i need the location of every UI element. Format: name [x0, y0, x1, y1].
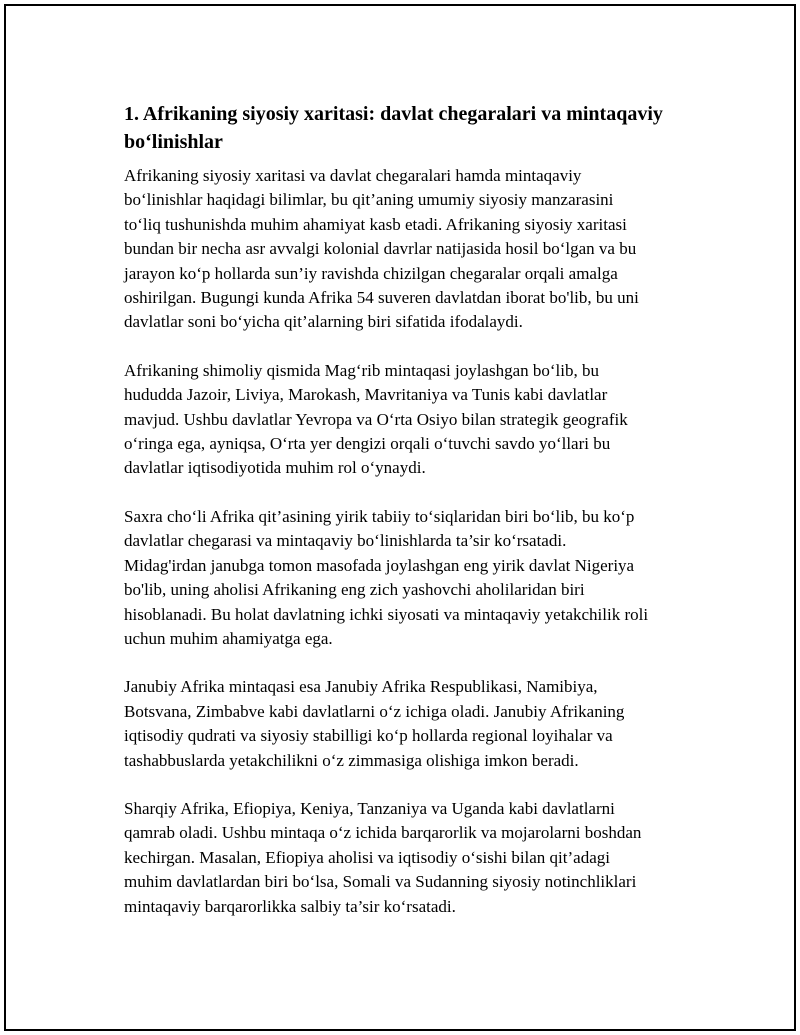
paragraph-south-africa: Janubiy Afrika mintaqasi esa Janubiy Afrika Respublikasi, Namibiya, Botsvana, Zimbabve kabi davlatlarni o‘z ichiga oladi. Janubiy Afrikaning iqtisodiy qudrati va siyosiy stabilligi ko‘p hollarda regional loyihalar va tashabbuslarda yetakchilikni o‘z zimmasiga olishiga imkon beradi. — [124, 677, 625, 770]
paragraph-north-africa: Afrikaning shimoliy qismida Mag‘rib mintaqasi joylashgan bo‘lib, bu hududda Jazoir, Liviya, Marokash, Mavritaniya va Tunis kabi davlatlar mavjud. Ushbu davlatlar Yevropa va O‘rta Osiyo bilan strategik geografik o‘ringa ega, ayniqsa, O‘rta yer dengizi orqali o‘tuvchi savdo yo‘llari bu davlatlar iqtisodiyotida muhim rol o‘ynaydi. — [124, 360, 628, 478]
section-heading: 1. Afrikaning siyosiy xaritasi: davlat chegaralari va mintaqaviy bo‘linishlar — [124, 103, 663, 153]
paragraph-east-africa: Sharqiy Afrika, Efiopiya, Keniya, Tanzaniya va Uganda kabi davlatlarni qamrab oladi. Ushbu mintaqa o‘z ichida barqarorlik va mojarolarni boshdan kechirgan. Masalan, Efiopiya aholisi va iqtisodiy o‘sishi bilan qit’adagi muhim davlatlardan biri bo‘lsa, Somali va Sudanning siyosiy notinchliklari mintaqaviy barqarorlikka salbiy ta’sir ko‘rsatadi. — [124, 798, 642, 916]
paragraph-political-map: Afrikaning siyosiy xaritasi va davlat chegaralari hamda mintaqaviy bo‘linishlar haqidagi bilimlar, bu qit’aning umumiy siyosiy manzarasini to‘liq tushunishda muhim ahamiyat kasb etadi. Afrikaning siyosiy xaritasi bundan bir necha asr avvalgi kolonial davrlar natijasida hosil bo‘lgan va bu jarayon ko‘p hollarda sun’iy ravishda chizilgan chegaralar orqali amalga oshirilgan. Bugungi kunda Afrika 54 suveren davlatdan iborat bo'lib, bu uni davlatlar soni bo‘yicha qit’alarning biri sifatida ifodalaydi. — [124, 166, 639, 332]
page-frame — [4, 4, 796, 1031]
paragraph-sahara: Saxra cho‘li Afrika qit’asining yirik tabiiy to‘siqlaridan biri bo‘lib, bu ko‘p davlatlar chegarasi va mintaqaviy bo‘linishlarda ta’sir ko‘rsatadi. Midag'irdan janubga tomon masofada joylashgan eng yirik davlat Nigeriya bo'lib, uning aholisi Afrikaning eng zich yashovchi aholilaridan biri hisoblanadi. Bu holat davlatning ichki siyosati va mintaqaviy yetakchilik roli uchun muhim ahamiyatga ega. — [124, 506, 649, 648]
document-body — [124, 100, 704, 943]
